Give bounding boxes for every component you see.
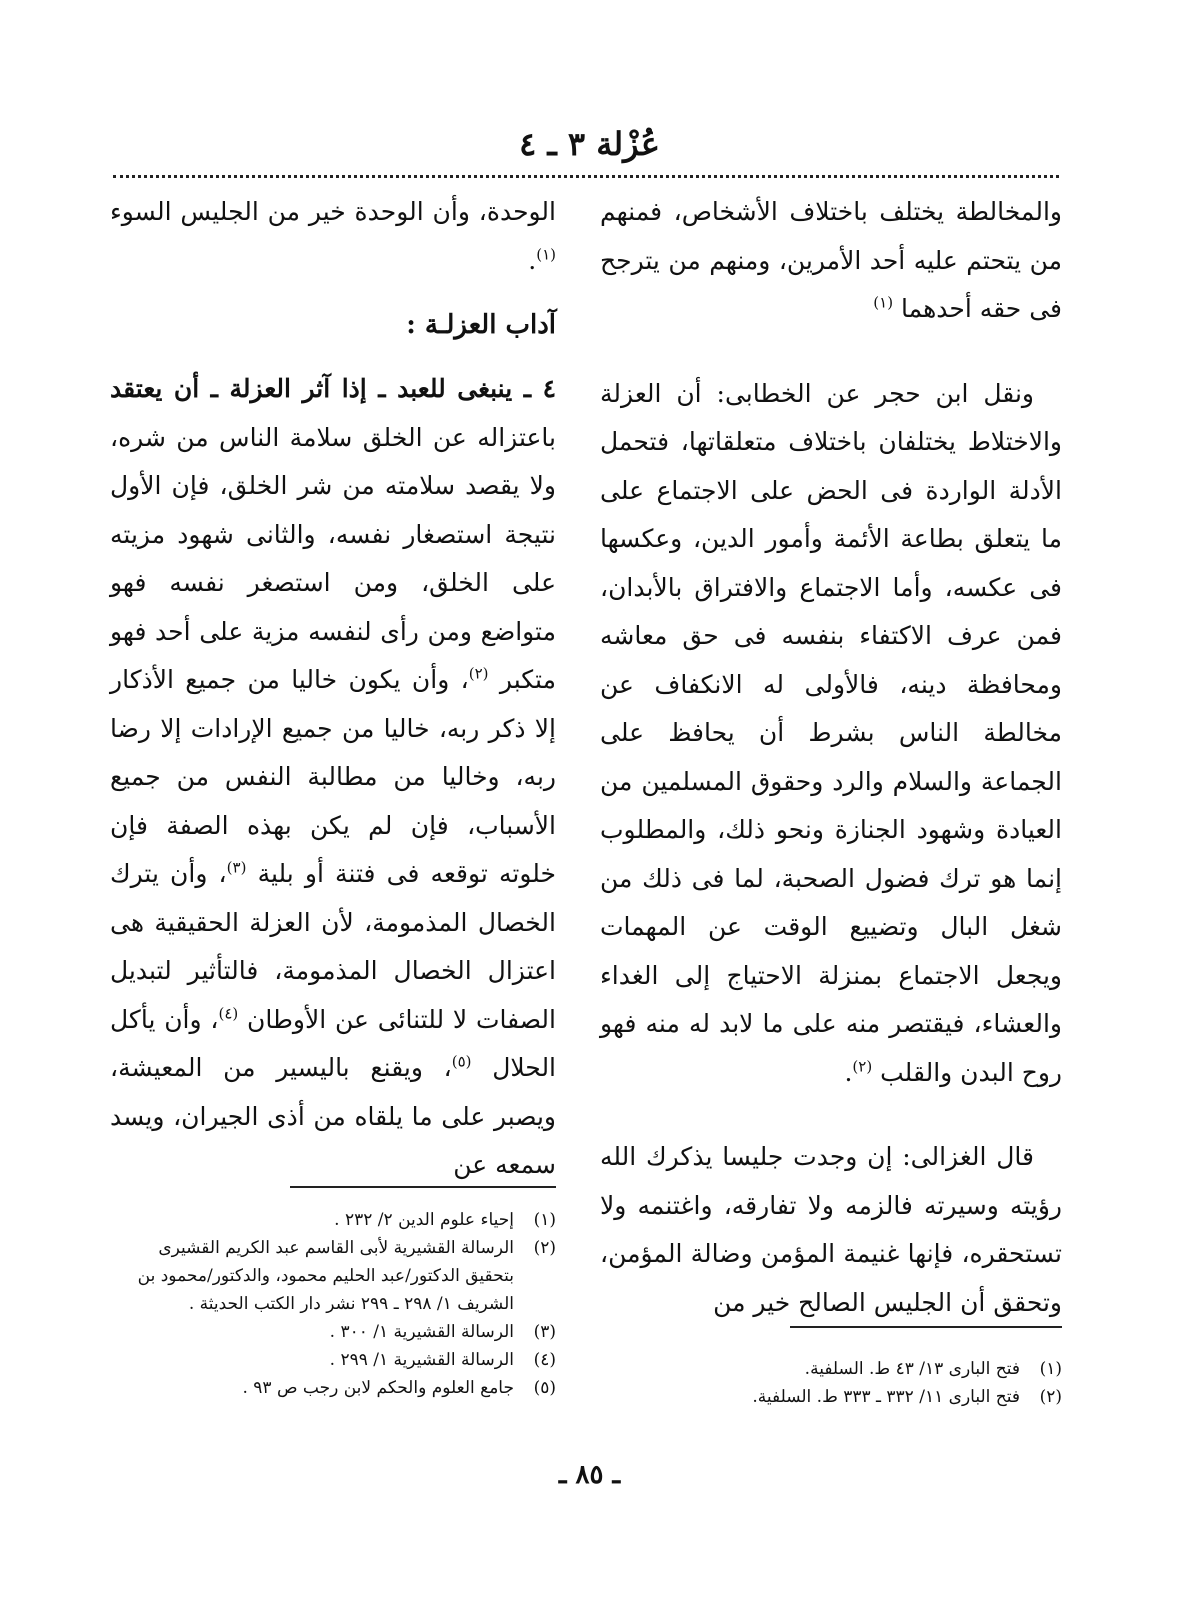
right-footnote-rule [790,1326,1062,1328]
left-intro-text: الوحدة، وأن الوحدة خير من الجليس السوء [110,197,556,226]
footnote-text: الرسالة القشيرية ١/ ٢٩٩ . [329,1350,514,1370]
right-footnotes [600,1355,1062,1411]
footnote-ref-2: (٢) [468,664,489,683]
footnote-number: (٣) [533,1322,556,1342]
footnote-item [600,1355,1062,1383]
right-paragraph-3: قال الغزالى: إن وجدت جليسا يذكرك الله رؤيته وسيرته فالزمه ولا تفارقه، واغتنمه ولا تستحقره، فإنها غنيمة المؤمن وضالة المؤمن، وتحقق أن الجليس الصالح خير من [600,1142,1062,1317]
footnote-number: (٢) [533,1238,556,1258]
footnote-text: إحياء علوم الدين ٢/ ٢٣٢ . [334,1210,514,1230]
footnote-ref-2: (٢) [852,1057,873,1076]
paragraph-gap [600,1097,1062,1133]
right-paragraph-1-text: والمخالطة يختلف باختلاف الأشخاص، فمنهم من يتحتم عليه أحد الأمرين، ومنهم من يترجح فى حقه أحدهما [600,197,1062,323]
left-text-a: باعتزاله عن الخلق سلامة الناس من شره، ولا يقصد سلامته من شر الخلق، فإن الأول نتيجة استصغار نفسه، والثانى شهود مزيته على الخلق، ومن استصغر نفسه فهو متواضع ومن رأى لنفسه مزية على أحد فهو متكبر [110,422,556,694]
footnote-number: (٥) [533,1378,556,1398]
left-paragraph-1 [110,365,556,1190]
paragraph-gap [600,334,1062,370]
footnote-item [110,1318,556,1346]
footnote-text: فتح البارى ١١/ ٣٣٢ ـ ٣٣٣ ط. السلفية. [752,1387,1020,1407]
left-footnote-rule [290,1186,556,1188]
left-text-c: ، وأن يترك الخصال المذمومة، لأن العزلة الحقيقية هى اعتزال الخصال المذمومة، فالتأثير لتبديل الصفات لا للتنائى عن الأوطان [110,859,556,1034]
footnote-ref-1: (١) [873,293,894,312]
footnote-number: (٤) [533,1350,556,1370]
footnote-item [110,1346,556,1374]
footnote-item [110,1234,556,1318]
right-paragraph-1 [600,188,1062,334]
page-number: ـ ٨٥ ـ [558,1460,621,1490]
footnote-ref-1: (١) [536,245,556,264]
right-column [600,188,1062,1327]
left-footnotes [110,1206,556,1402]
footnote-ref-4: (٤) [218,1004,239,1023]
left-text-d: ، وأن يأكل الحلال [110,1004,557,1082]
left-column [110,188,556,1190]
left-text-e: ، ويقنع باليسير من المعيشة، ويصبر على ما يلقاه من أذى الجيران، ويسد سمعه عن [110,1053,556,1179]
paragraph-lead: ٤ ـ ينبغى للعبد ـ إذا آثر العزلة ـ أن يعتقد [110,374,556,403]
footnote-text: الرسالة القشيرية ١/ ٣٠٠ . [329,1322,514,1342]
right-paragraph-2: ونقل ابن حجر عن الخطابى: أن العزلة والاختلاط يختلفان باختلاف متعلقاتها، فتحمل الأدلة الواردة فى الحض على الاجتماع على ما يتعلق بطاعة الأئمة وأمور الدين، وعكسها فى عكسه، وأما الاجتماع والافتراق بالأبدان، فمن عرف الاكتفاء بنفسه فى حق معاشه ومحافظة دينه، فالأولى له الانكفاف عن مخالطة الناس بشرط أن يحافظ على الجماعة والسلام والرد وحقوق المسلمين من العيادة وشهود الجنازة ونحو ذلك، والمطلوب إنما هو ترك فضول الصحبة، لما فى ذلك من شغل البال وتضييع الوقت عن المهمات ويجعل الاجتماع بمنزلة الاحتياج إلى الغداء والعشاء، فيقتصر منه على ما لابد له منه فهو روح البدن والقلب $^{(٢)}$. [600,378,1062,1087]
left-intro: الوحدة، وأن الوحدة خير من الجليس السوء $^{(١)}$. [110,197,556,275]
left-text-b: ، وأن يكون خاليا من جميع الأذكار إلا ذكر ربه، خاليا من جميع الإرادات إلا رضا ربه، وخاليا من مطالبة النفس من جميع الأسباب، فإن لم يكن بهذه الصفة فإن خلوته توقعه فى فتنة أو بلية [110,665,556,888]
footnote-item [600,1383,1062,1411]
footnote-text: الرسالة القشيرية لأبى القاسم عبد الكريم القشيرى بتحقيق الدكتور/عبد الحليم محمود، والدكتور/محمود بن الشريف ١/ ٢٩٨ ـ ٢٩٩ نشر دار الكتب الحديثة . [137,1238,514,1314]
footnote-item [110,1374,556,1402]
footnote-number: (١) [533,1210,556,1230]
footnote-ref-3: (٣) [226,858,247,877]
paragraph-gap [110,285,556,299]
footnote-item [110,1206,556,1234]
right-paragraph-2-text: ونقل ابن حجر عن الخطابى: أن العزلة والاختلاط يختلفان باختلاف متعلقاتها، فتحمل الأدلة الواردة فى الحض على الاجتماع على ما يتعلق بطاعة الأئمة وأمور الدين، وعكسها فى عكسه، وأما الاجتماع والافتراق بالأبدان، فمن عرف الاكتفاء بنفسه فى حق معاشه ومحافظة دينه، فالأولى له الانكفاف عن مخالطة الناس بشرط أن يحافظ على الجماعة والسلام والرد وحقوق المسلمين من العيادة وشهود الجنازة ونحو ذلك، والمطلوب إنما هو ترك فضول الصحبة، لما فى ذلك من شغل البال وتضييع الوقت عن المهمات ويجعل الاجتماع بمنزلة الاحتياج إلى الغداء والعشاء، فيقتصر منه على ما لابد له منه فهو روح البدن والقلب [600,378,1062,1087]
section-heading: آداب العزلـة : [406,310,556,340]
footnote-number: (١) [1039,1359,1062,1379]
header-dotted-rule [113,175,1059,178]
footnote-number: (٢) [1039,1387,1062,1407]
paragraph-gap [110,351,556,365]
footnote-text: فتح البارى ١٣/ ٤٣ ط. السلفية. [804,1359,1020,1379]
running-header-title: عُزْلة ٣ ـ ٤ [519,125,660,163]
footnote-text: جامع العلوم والحكم لابن رجب ص ٩٣ . [242,1378,514,1398]
footnote-ref-5: (٥) [451,1052,472,1071]
